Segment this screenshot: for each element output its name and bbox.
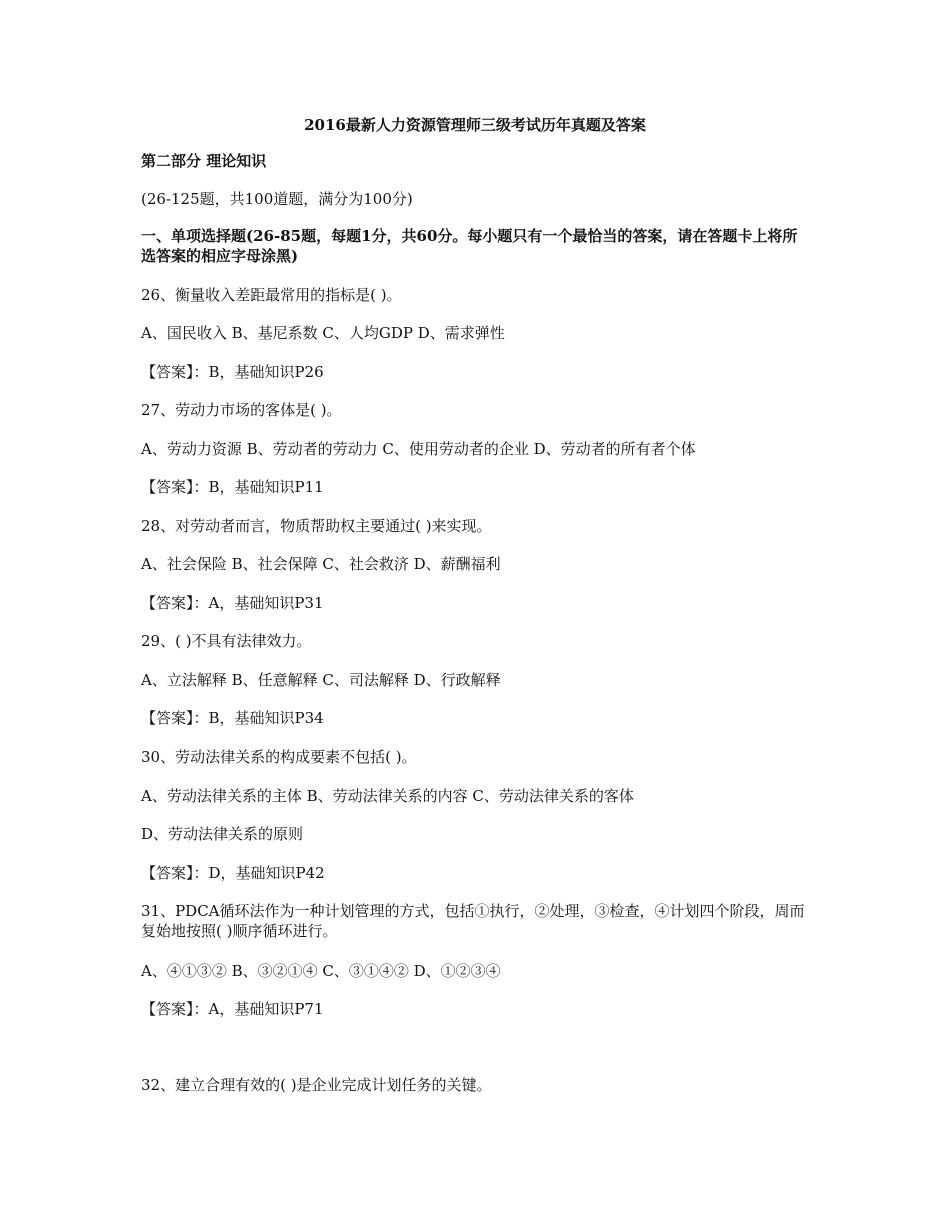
options-30-continued: D、劳动法律关系的原则 [141, 825, 304, 843]
options-28: A、社会保险 B、社会保障 C、社会救济 D、薪酬福利 [141, 555, 501, 573]
document-title: 2016最新人力资源管理师三级考试历年真题及答案 [304, 116, 646, 134]
answer-28: 【答案】：A，基础知识P31 [141, 594, 324, 612]
instruction-text: 一、单项选择题(26-85题，每题1分，共60分。每小题只有一个最恰当的答案，请在答题卡上将所选答案的相应字母涂黑) [141, 227, 798, 265]
options-27: A、劳动力资源 B、劳动者的劳动力 C、使用劳动者的企业 D、劳动者的所有者个体 [141, 440, 696, 458]
answer-26: 【答案】：B，基础知识P26 [141, 363, 324, 381]
question-29: 29、( )不具有法律效力。 [141, 632, 312, 650]
question-27: 27、劳动力市场的客体是( )。 [141, 401, 342, 419]
answer-30: 【答案】：D，基础知识P42 [141, 864, 325, 882]
range-note: (26-125题，共100道题，满分为100分) [141, 190, 413, 208]
section-heading: 第二部分 理论知识 [141, 152, 267, 170]
question-31: 31、PDCA循环法作为一种计划管理的方式，包括①执行，②处理，③检查，④计划四个阶段，周而复始地按照( )顺序循环进行。 [141, 902, 805, 940]
options-31: A、④①③② B、③②①④ C、③①④② D、①②③④ [141, 962, 501, 980]
answer-27: 【答案】：B，基础知识P11 [141, 478, 324, 496]
answer-29: 【答案】：B，基础知识P34 [141, 709, 324, 727]
options-30: A、劳动法律关系的主体 B、劳动法律关系的内容 C、劳动法律关系的客体 [141, 787, 634, 805]
question-30: 30、劳动法律关系的构成要素不包括( )。 [141, 748, 417, 766]
question-28: 28、对劳动者而言，物质帮助权主要通过( )来实现。 [141, 517, 492, 535]
question-32: 32、建立合理有效的( )是企业完成计划任务的关键。 [141, 1076, 492, 1094]
question-26: 26、衡量收入差距最常用的指标是( )。 [141, 286, 402, 304]
options-26: A、国民收入 B、基尼系数 C、人均GDP D、需求弹性 [141, 324, 505, 342]
answer-31: 【答案】：A，基础知识P71 [141, 1000, 324, 1018]
options-29: A、立法解释 B、任意解释 C、司法解释 D、行政解释 [141, 671, 501, 689]
